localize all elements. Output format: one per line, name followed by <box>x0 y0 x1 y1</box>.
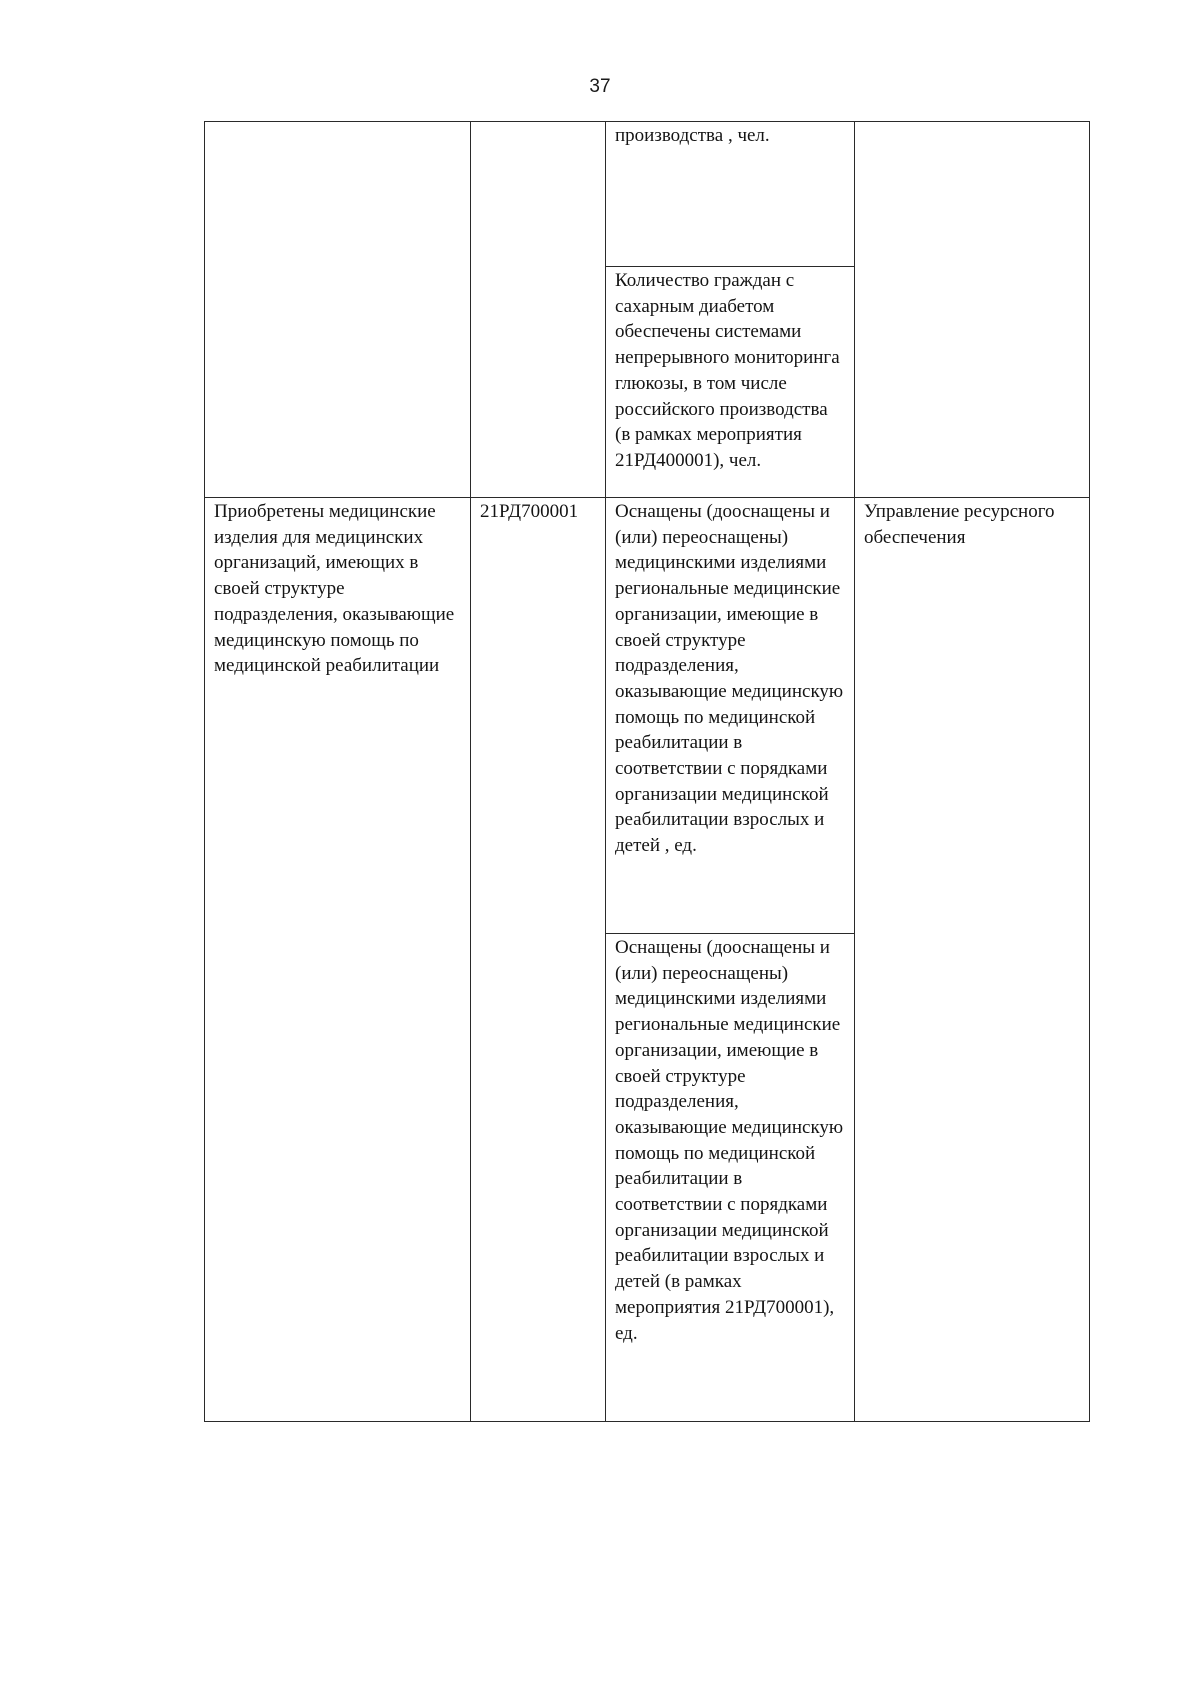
indicator-cell <box>606 122 855 267</box>
responsible-cell <box>855 122 1090 498</box>
indicator-cell <box>606 498 855 934</box>
indicator-text: Количество граждан с сахарным диабетом обеспечены системами непрерывного мониторинга глюкозы, в том числе российского производства (в рамках мероприятия 21РД400001), чел. <box>615 270 840 471</box>
indicator-text: Оснащены (дооснащены и (или) переоснащены) медицинскими изделиями региональные медицинские организации, имеющие в своей структуре подразделения, оказывающие медицинскую помощь по медицинской реабилитации в соответствии с порядками организации медицинской реабилитации взрослых и детей (в рамках мероприятия 21РД700001), ед. <box>615 937 844 1344</box>
indicator-cell <box>606 934 855 1422</box>
code-cell <box>471 122 606 498</box>
result-cell <box>205 122 471 498</box>
result-cell <box>205 498 471 1422</box>
responsible-cell <box>855 498 1090 1422</box>
indicator-text: производства , чел. <box>615 125 770 146</box>
indicator-cell <box>606 267 855 498</box>
table-row <box>205 122 1090 267</box>
code-text: 21РД700001 <box>480 501 579 522</box>
indicator-text: Оснащены (дооснащены и (или) переоснащены) медицинскими изделиями региональные медицинские организации, имеющие в своей структуре подразделения, оказывающие медицинскую помощь по медицинской реабилитации в соответствии с порядками организации медицинской реабилитации взрослых и детей , ед. <box>615 501 844 857</box>
measures-table <box>204 121 1090 1422</box>
table-row <box>205 498 1090 934</box>
responsible-text: Управление ресурсного обеспечения <box>864 501 1055 548</box>
code-cell <box>471 498 606 1422</box>
page-number: 37 <box>589 76 611 97</box>
result-text: Приобретены медицинские изделия для медицинских организаций, имеющих в своей структуре подразделения, оказывающие медицинскую помощь по медицинской реабилитации <box>214 501 455 677</box>
